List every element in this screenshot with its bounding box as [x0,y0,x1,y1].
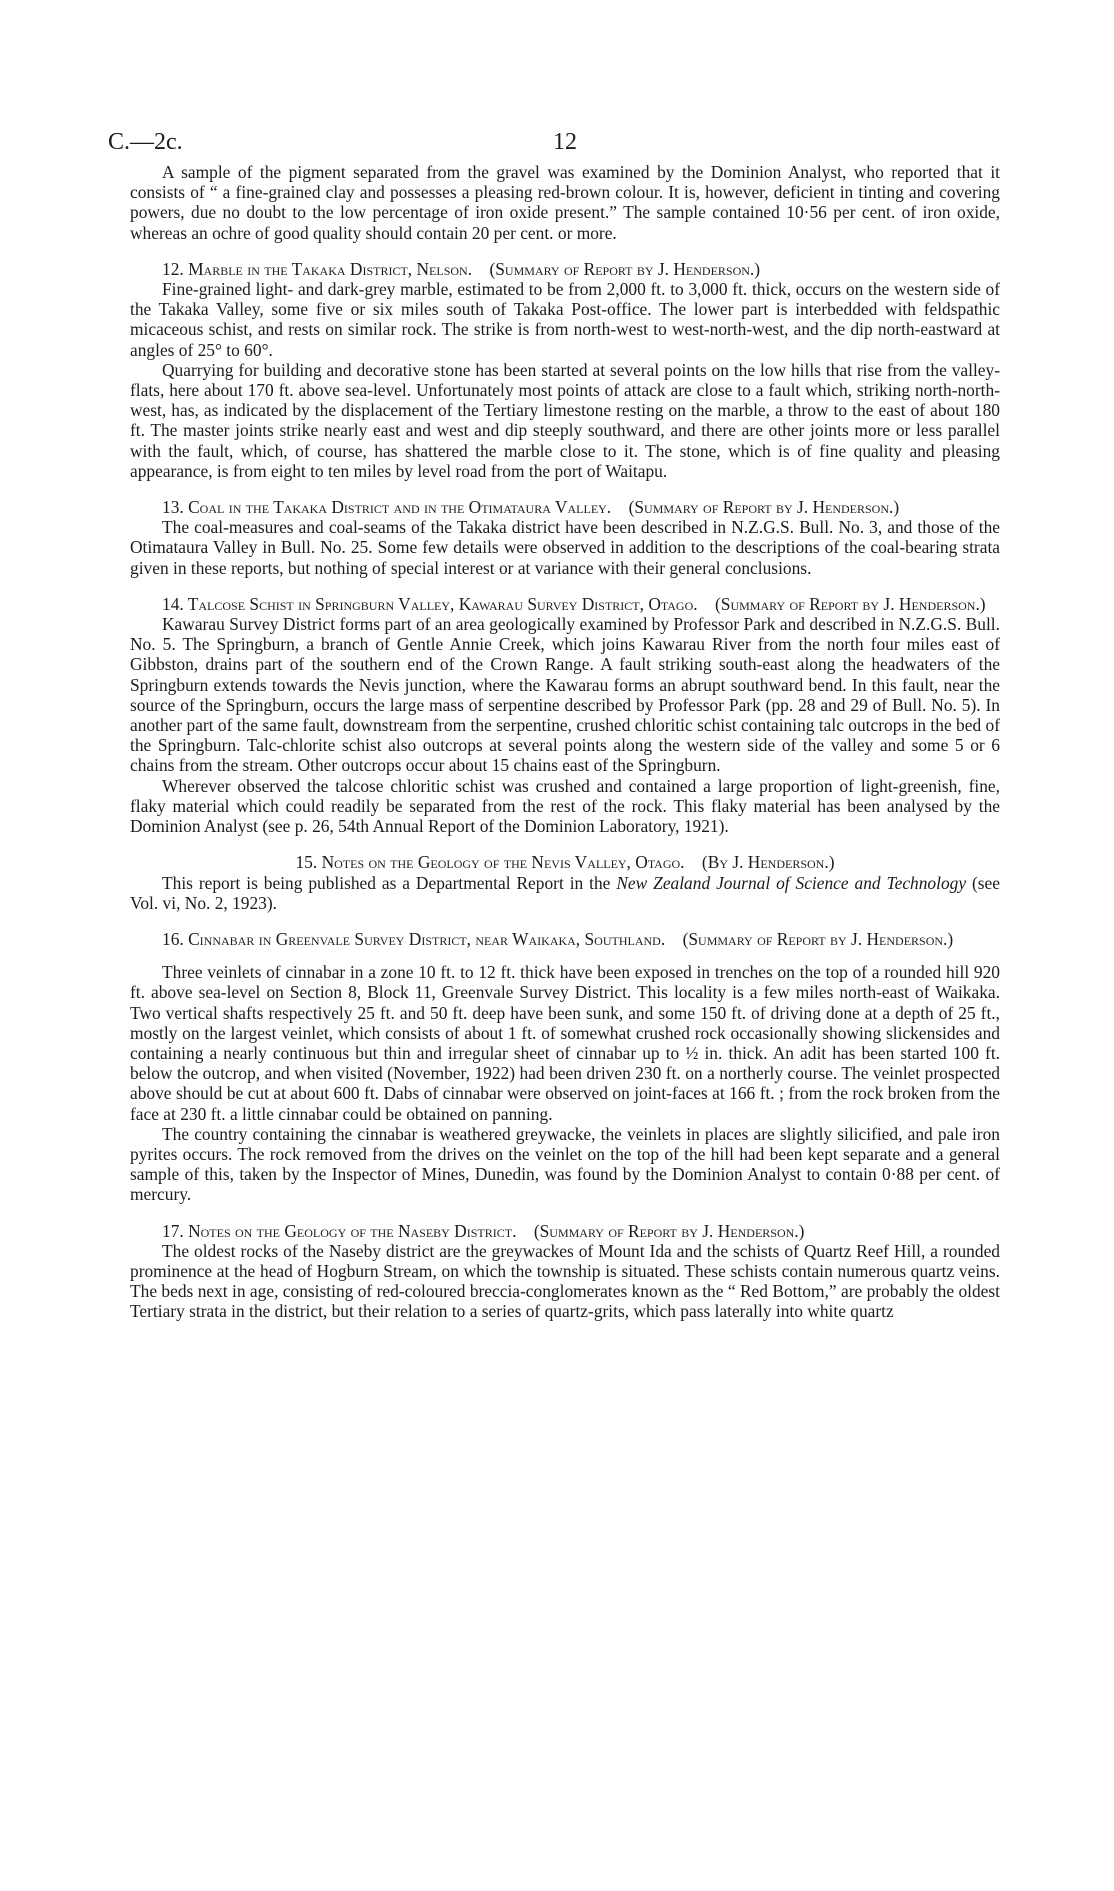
section-14-summary: (Summary of Report by J. Henderson.) [715,593,986,614]
section-15-text-after: (see Vol. vi, No. 2, 1923). [130,872,1000,913]
section-16-heading [130,929,1000,949]
section-16-summary: (Summary of Report by J. Henderson.) [682,928,954,949]
section-13-paragraph-1: The coal-measures and coal-seams of the Takaka district have been described in N.Z.G.S. Bull. No. 3, and those of the Otimataura Valley in Bull. No. 25. Some few details were observed in addition to the descriptions of the coal-bearing strata given in these reports, but nothing of special interest or at variance with their general conclusions. [130,517,1000,578]
journal-title: New Zealand Journal of Science and Technology [616,872,967,893]
section-14-paragraph-1: Kawarau Survey District forms part of an area geologically examined by Professor Park and described in N.Z.G.S. Bull. No. 5. The Springburn, a branch of Gentle Annie Creek, which joins Kawarau River from the north four miles east of Gibbston, drains part of the southern end of the Crown Range. A fault striking south-east along the headwaters of the Springburn extends towards the Nevis junction, where the Kawarau forms an abrupt southward bend. In this fault, near the source of the Springburn, occurs the large mass of serpentine described by Professor Park (pp. 28 and 29 of Bull. No. 5). In another part of the same fault, downstream from the serpentine, crushed chloritic schist containing talc outcrops in the bed of the Springburn. Talc-chlorite schist also outcrops at several points along the western side of the valley and some 5 or 6 chains from the stream. Other outcrops occur about 15 chains east of the Springburn. [130,614,1000,776]
section-15-text-before: This report is being published as a Departmental Report in the [162,872,617,893]
section-17-summary: (Summary of Report by J. Henderson.) [533,1220,805,1241]
section-13-heading [130,497,1000,517]
section-16-paragraph-2: The country containing the cinnabar is weathered greywacke, the veinlets in places are slightly silicified, and pale iron pyrites occurs. The rock removed from the drives on the veinlet on the top of the hill had been kept separate and a general sample of this, taken by the Inspector of Mines, Dunedin, was found by the Dominion Analyst to contain 0·88 per cent. of mercury. [130,1123,1000,1205]
section-12-paragraph-1: Fine-grained light- and dark-grey marble, estimated to be from 2,000 ft. to 3,000 ft. thick, occurs on the western side of the Takaka Valley, some five or six miles south of Takaka Post-office. The lower part is interbedded with feldspathic micaceous schist, and rests on similar rock. The strike is from north-west to west-north-west, and the dip north-eastward at angles of 25° to 60°. [130,279,1000,360]
section-15-heading [130,852,1000,872]
section-13-summary: (Summary of Report by J. Henderson.) [628,497,900,518]
section-16-paragraph-1: Three veinlets of cinnabar in a zone 10 ft. to 12 ft. thick have been exposed in trenches on the top of a rounded hill 920 ft. above sea-level on Section 8, Block 11, Greenvale Survey District. This locality is a few miles north-east of Waikaka. Two vertical shafts respectively 25 ft. and 50 ft. deep have been sunk, and some 150 ft. of driving done at a depth of 25 ft., mostly on the largest veinlet, which consists of about 1 ft. of somewhat crushed rock occasionally showing slickensides and containing a nearly continuous but thin and irregular sheet of cinnabar up to ½ in. thick. An adit has been started 100 ft. below the outcrop, and when visited (November, 1922) had been driven 230 ft. on a northerly course. The veinlet prospected above should be cut at about 600 ft. Dabs of cinnabar were observed on joint-faces at 166 ft. ; from the rock broken from the face at 230 ft. a little cinnabar could be obtained on panning. [130,962,1000,1124]
page-header [108,128,1000,162]
section-14-paragraph-2: Wherever observed the talcose chloritic schist was crushed and contained a large proportion of light-greenish, fine, flaky material which could readily be separated from the rest of the rock. This flaky material has been analysed by the Dominion Analyst (see p. 26, 54th Annual Report of the Dominion Laboratory, 1921). [130,775,1000,837]
section-16-title: 16. Cinnabar in Greenvale Survey District, near Waikaka, Southland. [162,928,666,949]
section-14-heading [130,594,1000,614]
section-17-paragraph-1: The oldest rocks of the Naseby district are the greywackes of Mount Ida and the schists of Quartz Reef Hill, a rounded prominence at the head of Hogburn Stream, on which the township is situated. These schists contain numerous quartz veins. The beds next in age, consisting of red-coloured breccia-conglomerates known as the “ Red Bottom,” are probably the oldest Tertiary strata in the district, but their relation to a series of quartz-grits, which pass laterally into white quartz [130,1240,1000,1322]
section-15-title: 15. Notes on the Geology of the Nevis Valley, Otago. [295,852,685,873]
section-12-summary: (Summary of Report by J. Henderson.) [489,258,761,279]
intro-paragraph: A sample of the pigment separated from the gravel was examined by the Dominion Analyst, who reported that it consists of “ a fine-grained clay and possesses a pleasing red-brown colour. It is, however, deficient in tinting and covering powers, due no doubt to the low percentage of iron oxide present.” The sample contained 10·56 per cent. of iron oxide, whereas an ochre of good quality should contain 20 per cent. or more. [130,162,1000,243]
section-12-title: 12. Marble in the Takaka District, Nelson. [162,258,473,279]
section-12-paragraph-2: Quarrying for building and decorative stone has been started at several points on the low hills that rise from the valley-flats, here about 170 ft. above sea-level. Unfortunately most points of attack are close to a fault which, striking north-north-west, has, as indicated by the displacement of the Tertiary limestone resting on the marble, a throw to the east of about 180 ft. The master joints strike nearly east and west and dip steeply southward, and there are other joints more or less parallel with the fault, which, of course, has shattered the marble close to it. The stone, which is of fine quality and pleasing appearance, is from eight to ten miles by level road from the port of Waitapu. [130,359,1000,481]
section-17-heading [130,1221,1000,1241]
section-12-heading [130,259,1000,279]
section-17-title: 17. Notes on the Geology of the Naseby District. [162,1220,517,1241]
page-number: 12 [553,129,577,155]
section-15-paragraph-1 [130,873,1000,913]
section-13-title: 13. Coal in the Takaka District and in the Otimataura Valley. [162,497,612,518]
section-14-title: 14. Talcose Schist in Springburn Valley, Kawarau Survey District, Otago. [162,593,698,614]
section-15-summary: (By J. Henderson.) [701,852,835,873]
page-reference: C.—2c. [108,129,183,155]
